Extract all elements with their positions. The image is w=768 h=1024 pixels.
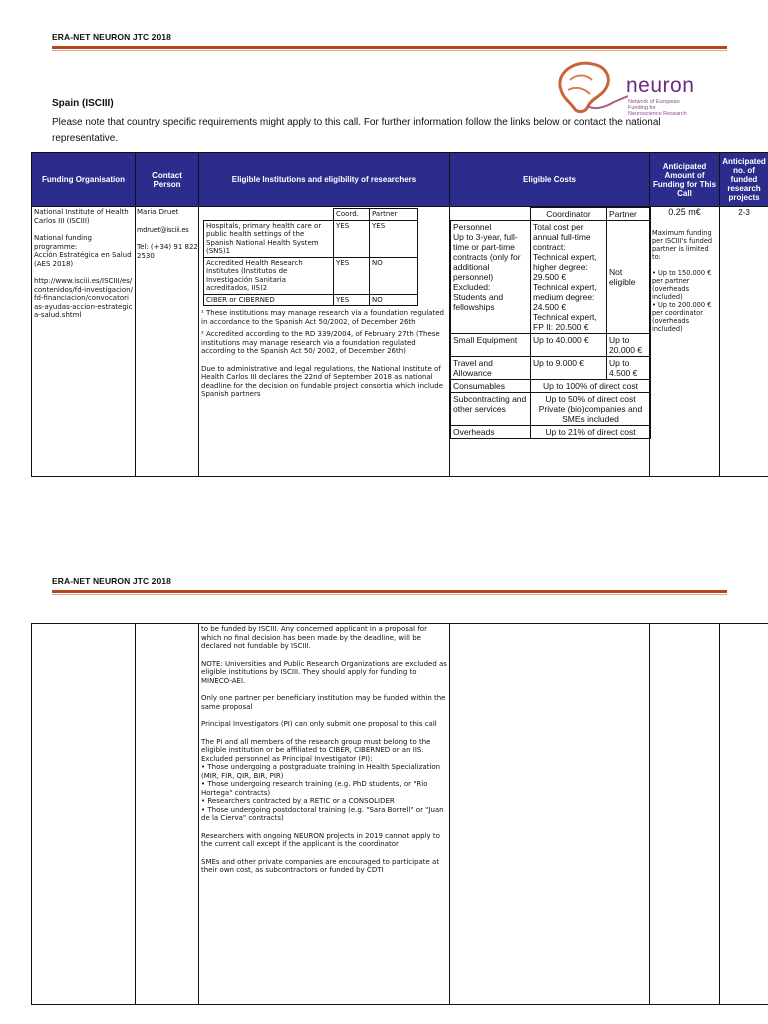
anticipated-projects-cell bbox=[720, 207, 768, 477]
costs-cell-continued bbox=[450, 624, 650, 1005]
personnel-coord: Total cost per annual full-time contract: Technical expert, higher degree: 29.500 € Technical expert, medium degree: 24.500 € Technical expert, FP II: 20.500 € bbox=[531, 221, 607, 334]
eligibility-paragraph: The PI and all members of the research group must belong to the eligible institution or be affiliated to CIBER, CIBERNED or an IIS. Excluded personnel as Principal Investigator (PI): • Those undergoing a postgraduate training in Health Specialization (MIR, FIR, QIR, BIR, PIR) • Those undergoing research training (e.g. PhD students, or "Río Hortega" contracts) • Researchers contracted by a RETIC or a CONSOLIDER • Those undergoing postdoctoral training (e.g. "Sara Borrell" or "Juan de la Cierva" contracts) bbox=[201, 737, 444, 822]
section-title: Spain (ISCIII) bbox=[52, 98, 114, 109]
subcontracting-value: Up to 50% of direct cost Private (bio)companies and SMEs included bbox=[531, 393, 651, 426]
header-eligible-institutions: Eligible Institutions and eligibility of researchers bbox=[199, 153, 450, 207]
cost-partner-header: Partner bbox=[607, 208, 651, 221]
consumables-label: Consumables bbox=[451, 380, 531, 393]
page-header-title: ERA-NET NEURON JTC 2018 bbox=[52, 32, 171, 42]
funding-table-continued bbox=[31, 623, 768, 1005]
institutions-table bbox=[203, 208, 418, 306]
contact-email[interactable]: mdruet@isciii.es bbox=[137, 225, 189, 234]
page2-header-rule bbox=[52, 590, 727, 593]
contact-phone: Tel: (+34) 91 822 2530 bbox=[137, 243, 198, 260]
org-cell-continued bbox=[32, 624, 136, 1005]
logo-subtitle-line: Network of European bbox=[628, 99, 680, 105]
travel-partner: Up to 4.500 € bbox=[607, 357, 651, 380]
eligibility-paragraph: Only one partner per beneficiary institution may be funded within the same proposal bbox=[201, 694, 446, 711]
equipment-partner: Up to 20.000 € bbox=[607, 334, 651, 357]
travel-label: Travel and Allowance bbox=[451, 357, 531, 380]
subcontracting-label: Subcontracting and other services bbox=[451, 393, 531, 426]
header-rule bbox=[52, 46, 727, 49]
brain-icon bbox=[548, 56, 628, 120]
header-eligible-costs: Eligible Costs bbox=[450, 153, 650, 207]
institution-partner: NO bbox=[370, 294, 418, 306]
eligible-institutions-cell bbox=[199, 207, 450, 477]
institution-name: Accredited Health Research Institutes (Institutos de Investigación Sanitaria acreditados, IIS)2 bbox=[204, 257, 334, 294]
eligibility-cell-continued bbox=[199, 624, 450, 1005]
projects-value: 2-3 bbox=[738, 208, 750, 217]
org-name: National Institute of Health Carlos III (ISCIII) bbox=[34, 208, 129, 225]
org-programme: National funding programme: Acción Estratégica en Salud (AES 2018) bbox=[34, 234, 132, 268]
funding-organisation-cell bbox=[32, 207, 136, 477]
eligibility-paragraph: Principal Investigators (PI) can only submit one proposal to this call bbox=[201, 720, 437, 728]
page2-header-rule-thin bbox=[52, 594, 727, 595]
inst-coord-header: Coord. bbox=[334, 209, 370, 221]
travel-coord: Up to 9.000 € bbox=[531, 357, 607, 380]
costs-table bbox=[450, 207, 651, 439]
equipment-coord: Up to 40.000 € bbox=[531, 334, 607, 357]
logo-subtitle-line: Neuroscience Research bbox=[628, 111, 687, 117]
header-anticipated-amount: Anticipated Amount of Funding for This Call bbox=[650, 153, 720, 207]
header-funding-organisation: Funding Organisation bbox=[32, 153, 136, 207]
contact-cell-continued bbox=[136, 624, 199, 1005]
amount-cell-continued bbox=[650, 624, 720, 1005]
amount-details: Maximum funding per ISCIII's funded partner is limited to: • Up to 150.000 € per partner (overheads included) • Up to 200.000 € per coordinator (overheads included) bbox=[652, 229, 713, 333]
eligibility-paragraph: SMEs and other private companies are encouraged to participate at their own cost, as subcontractors or funded by CDTI bbox=[201, 857, 440, 874]
overheads-label: Overheads bbox=[451, 426, 531, 439]
logo-wordmark: neuron bbox=[626, 74, 695, 97]
eligibility-paragraph: to be funded by ISCIII. Any concerned applicant in a proposal for which no final decision has been made by the deadline, will be declared not fundable by ISCIII. bbox=[201, 625, 427, 650]
header-rule-thin bbox=[52, 50, 727, 51]
institution-name: Hospitals, primary health care or public health settings of the Spanish National Health System (SNS)1 bbox=[204, 220, 334, 257]
personnel-partner: Not eligible bbox=[607, 221, 651, 334]
section-note: Please note that country specific requirements might apply to this call. For further information follow the links below or contact the national representative. bbox=[52, 117, 661, 144]
institution-partner: YES bbox=[370, 220, 418, 257]
overheads-value: Up to 21% of direct cost bbox=[531, 426, 651, 439]
consumables-value: Up to 100% of direct cost bbox=[531, 380, 651, 393]
inst-partner-header: Partner bbox=[370, 209, 418, 221]
eligibility-paragraph: Researchers with ongoing NEURON projects in 2019 cannot apply to the current call except if the applicant is the coordinator bbox=[201, 831, 440, 848]
funding-table bbox=[31, 152, 768, 477]
logo-subtitle-line: Funding for bbox=[628, 105, 656, 111]
header-anticipated-projects: Anticipated no. of funded research projects bbox=[720, 153, 768, 207]
footnote-2: ² Accredited according to the RD 339/2004, of February 27th (These institutions may manage research via a foundation regulated according to the Spanish Act 50/ 2002, of December 26th) bbox=[201, 330, 440, 355]
contact-name: Maria Druet bbox=[137, 208, 179, 216]
institution-name: CIBER or CIBERNED bbox=[204, 294, 334, 306]
projects-cell-continued bbox=[720, 624, 768, 1005]
footnote-1: ¹ These institutions may manage research via a foundation regulated in accordance to the Spanish Act 50/2002, of December 26th bbox=[201, 309, 444, 326]
cost-coord-header: Coordinator bbox=[531, 208, 607, 221]
institution-coord: YES bbox=[334, 220, 370, 257]
page2-header-title: ERA-NET NEURON JTC 2018 bbox=[52, 576, 171, 586]
eligibility-paragraph: NOTE: Universities and Public Research Organizations are excluded as eligible institutions by ISCIII. They should apply for funding to MINECO-AEI. bbox=[201, 659, 447, 685]
anticipated-amount-cell bbox=[650, 207, 720, 477]
header-contact-person: Contact Person bbox=[136, 153, 199, 207]
personnel-label: Personnel Up to 3-year, full-time or part-time contracts (only for additional personnel) Excluded: Students and fellowships bbox=[451, 221, 531, 334]
institution-coord: YES bbox=[334, 257, 370, 294]
deadline-note: Due to administrative and legal regulations, the National Institute of Health Carlos III declares the 22nd of September 2018 as national deadline for the decision on fundable project consortia which include Spanish partners bbox=[201, 364, 443, 398]
amount-value: 0.25 m€ bbox=[668, 207, 701, 217]
institution-partner: NO bbox=[370, 257, 418, 294]
neuron-logo bbox=[548, 56, 713, 120]
org-link[interactable]: http://www.isciii.es/ISCIII/es/contenidos/fd-investigacion/fd-financiacion/convocatorias-ayudas-accion-estrategica-salud.shtml bbox=[34, 277, 133, 319]
equipment-label: Small Equipment bbox=[451, 334, 531, 357]
contact-person-cell bbox=[136, 207, 199, 477]
eligible-costs-cell bbox=[450, 207, 650, 477]
institution-coord: YES bbox=[334, 294, 370, 306]
